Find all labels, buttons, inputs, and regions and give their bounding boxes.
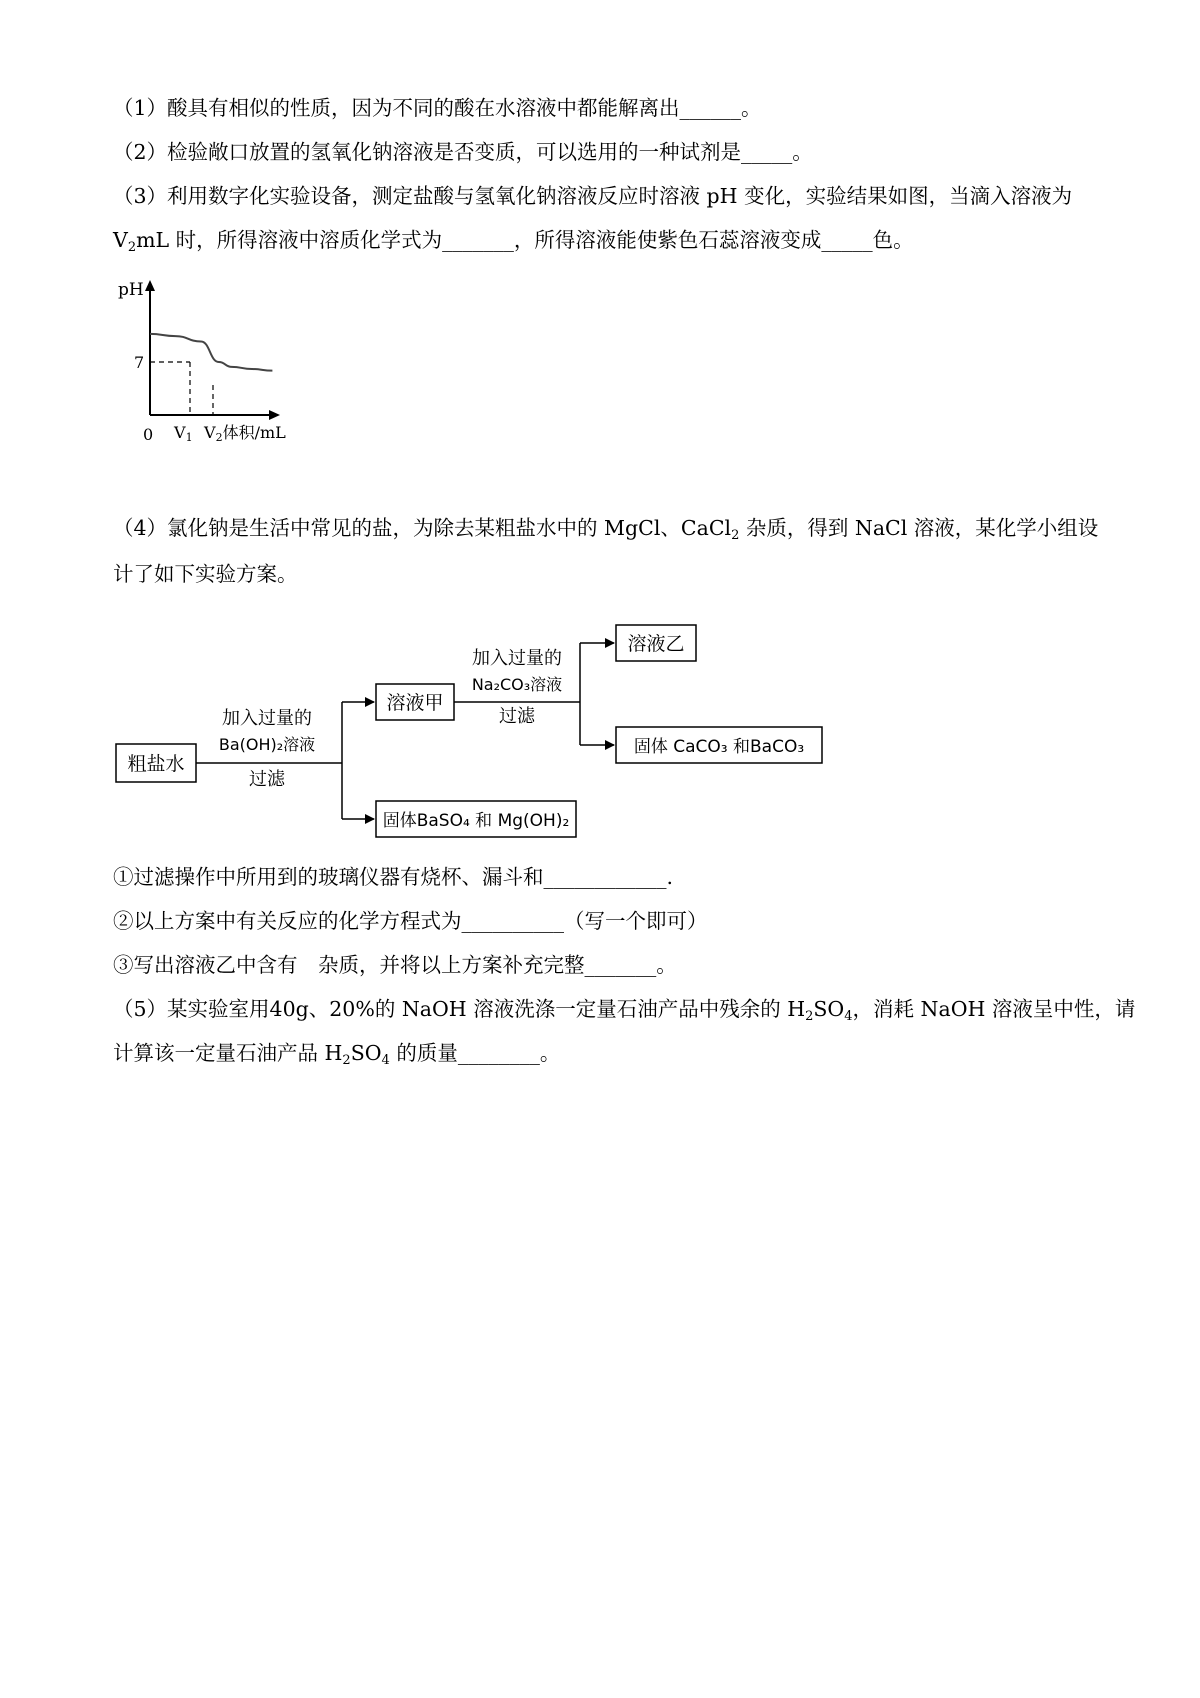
question-5-line-1: （5）某实验室用40g、20%的 NaOH 溶液洗涤一定量石油产品中残余的 $H_2SO_4$，消耗 NaOH 溶液呈中性，请 [113,997,1136,1024]
solid-2-label: 固体 CaCO₃ 和BaCO₃ [633,737,805,757]
question-4-line-1: （4）氯化钠是生活中常见的盐，为除去某粗盐水中的 MgCl、CaCl$_2$ 杂质，得到 NaCl 溶液，某化学小组设 [113,516,1099,543]
ph-chart [112,275,312,450]
step2-text-top: 加入过量的 [472,648,562,669]
question-5-line-2: 计算该一定量石油产品 $H_2SO_4$ 的质量________。 [113,1041,561,1068]
step2-text-mid: Na₂CO₃溶液 [471,675,563,694]
step1-text-top: 加入过量的 [222,708,312,729]
step2-text-bot: 过滤 [499,706,535,727]
crude-brine-label: 粗盐水 [127,753,185,775]
ph-curve [150,334,272,371]
solid-1-label: 固体BaSO₄ 和 Mg(OH)₂ [382,811,570,831]
question-1: （1）酸具有相似的性质，因为不同的酸在水溶液中都能解离出______。 [113,96,762,120]
solution-a-label: 溶液甲 [386,692,444,714]
question-2: （2）检验敞口放置的氢氧化钠溶液是否变质，可以选用的一种试剂是_____。 [113,140,813,164]
y-axis-arrow [145,280,155,291]
step1-text-mid: Ba(OH)₂溶液 [218,735,316,754]
question-4-line-2: 计了如下实验方案。 [113,562,298,586]
flow-diagram [110,614,870,844]
solution-b-label: 溶液乙 [627,633,685,655]
v1-label: V1 [174,423,193,444]
subquestion-2: ②以上方案中有关反应的化学方程式为__________（写一个即可） [113,909,708,933]
y-axis-label: pH [118,280,144,300]
subquestion-3: ③写出溶液乙中含有 杂质，并将以上方案补充完整_______。 [113,953,677,977]
x-axis-arrow [269,410,280,420]
origin-label: 0 [143,425,154,444]
v2-label: V2体积/mL [204,423,286,444]
question-3-line-1: （3）利用数字化实验设备，测定盐酸与氢氧化钠溶液反应时溶液 pH 变化，实验结果如图，当滴入溶液为 [113,184,1073,208]
question-3-line-2: $V_2mL$ 时，所得溶液中溶质化学式为_______，所得溶液能使紫色石蕊溶液变成_____色。 [113,228,914,255]
subquestion-1: ①过滤操作中所用到的玻璃仪器有烧杯、漏斗和____________. [113,865,674,889]
step1-text-bot: 过滤 [249,769,285,790]
y-tick-7: 7 [134,353,145,372]
